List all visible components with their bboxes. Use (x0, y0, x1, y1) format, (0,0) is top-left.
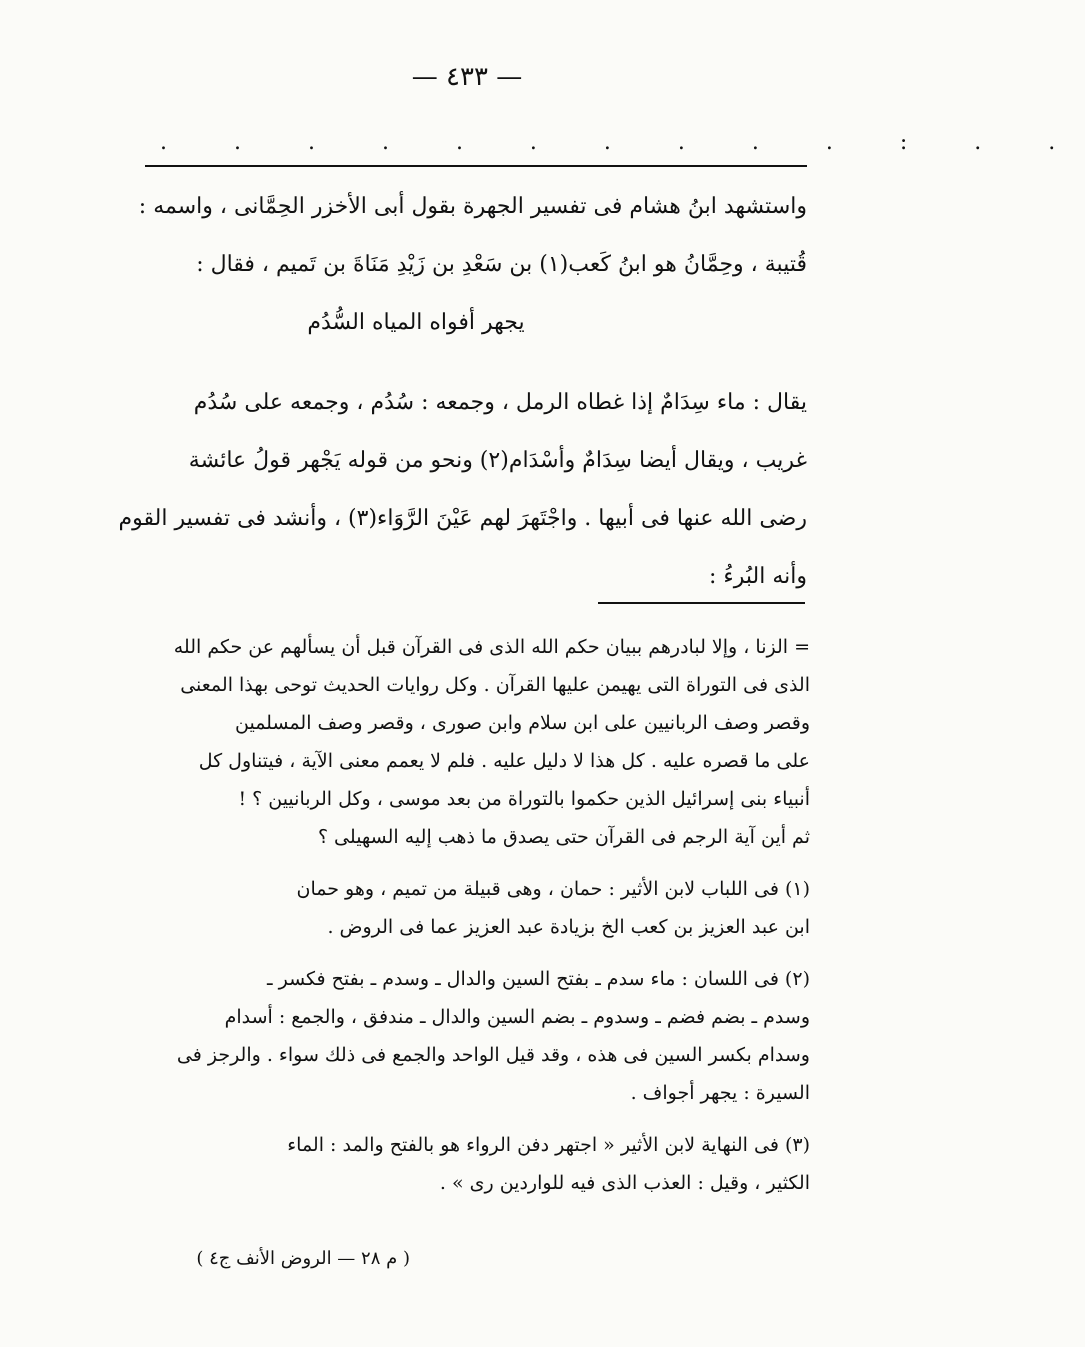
footnote-1-line: (١) فى اللباب لابن الأثير : حمان ، وهى قبيلة من تميم ، وهو حمان (296, 878, 810, 900)
main-line: واستشهد ابنُ هشام فى تفسير الجهرة بقول أبى الأخزر الحِمَّانى ، واسمه : (138, 194, 807, 219)
main-line: وأنه البُرءُ : (709, 564, 807, 589)
main-text (118, 178, 807, 606)
header-rule (145, 165, 807, 167)
footnote-1-line: ابن عبد العزيز بن كعب الخ بزيادة عبد العزيز عما فى الروض . (327, 916, 810, 938)
footnotes (140, 628, 810, 1202)
verse-line: يجهر أفواه المياه السُّدُم (307, 310, 525, 335)
footnote-rule (598, 602, 805, 604)
footnote-continuation-line: الذى فى التوراة التى يهيمن عليها القرآن . وكل روايات الحديث توحى بهذا المعنى (180, 674, 810, 696)
footnote-2-line: وسدم ـ بضم فضم ـ وسدوم ـ بضم السين والدال ـ مندفق ، والجمع : أسدام (224, 1006, 810, 1028)
page-number: — ٤٣٣ — (411, 62, 523, 92)
footnote-2-line: السيرة : يجهر أجواف . (630, 1082, 810, 1104)
footnote-3-line: (٣) فى النهاية لابن الأثير « اجتهر دفن الرواء هو بالفتح والمد : الماء (287, 1134, 810, 1156)
footnote-continuation-line: على ما قصره عليه . كل هذا لا دليل عليه . فلم لا يعمم معنى الآية ، فيتناول كل (198, 750, 810, 772)
main-line: يقال : ماء سِدَامٌ إذا غطاه الرمل ، وجمعه : سُدُم ، وجمعه على سُدُم (193, 390, 807, 415)
footnote-continuation-line: أنبياء بنى إسرائيل الذين حكموا بالتوراة من بعد موسى ، وكل الربانيين ؟ ! (238, 788, 810, 810)
main-line: قُتيبة ، وحِمَّانُ هو ابنُ كَعب(١) بن سَعْدِ بن زَيْدِ مَنَاةَ بن تَميم ، فقال : (196, 252, 807, 277)
footnote-continuation-line: وقصر وصف الربانيين على ابن سلام وابن صورى ، وقصر وصف المسلمين (235, 712, 810, 734)
footnote-continuation-line: = الزنا ، وإلا لبادرهم ببيان حكم الله الذى فى القرآن قبل أن يسألهم عن حكم الله (173, 636, 810, 658)
main-line: رضى الله عنها فى أبيها . واجْتَهرَ لهم عَيْنَ الرَّوَاء(٣) ، وأنشد فى تفسير القوم (118, 506, 807, 531)
footnote-continuation-line: ثم أين آية الرجم فى القرآن حتى يصدق ما ذهب إليه السهيلى ؟ (317, 826, 810, 848)
signature-footer: ( م ٢٨ — الروض الأنف ج٤ ) (196, 1248, 410, 1269)
footnote-2-line: وسدام بكسر السين فى هذه ، وقد قيل الواحد والجمع فى ذلك سواء . والرجز فى (176, 1044, 810, 1066)
ornament-dots: . . . . . . . . . . : . . (160, 130, 1085, 155)
footnote-2-line: (٢) فى اللسان : ماء سدم ـ بفتح السين والدال ـ وسدم ـ بفتح فكسر ـ (267, 968, 810, 990)
main-line: غريب ، ويقال أيضا سِدَامٌ وأسْدَام(٢) ونحو من قوله يَجْهر قولُ عائشة (188, 448, 807, 473)
footnote-3-line: الكثير ، وقيل : العذب الذى فيه للواردين رى » . (439, 1172, 810, 1194)
